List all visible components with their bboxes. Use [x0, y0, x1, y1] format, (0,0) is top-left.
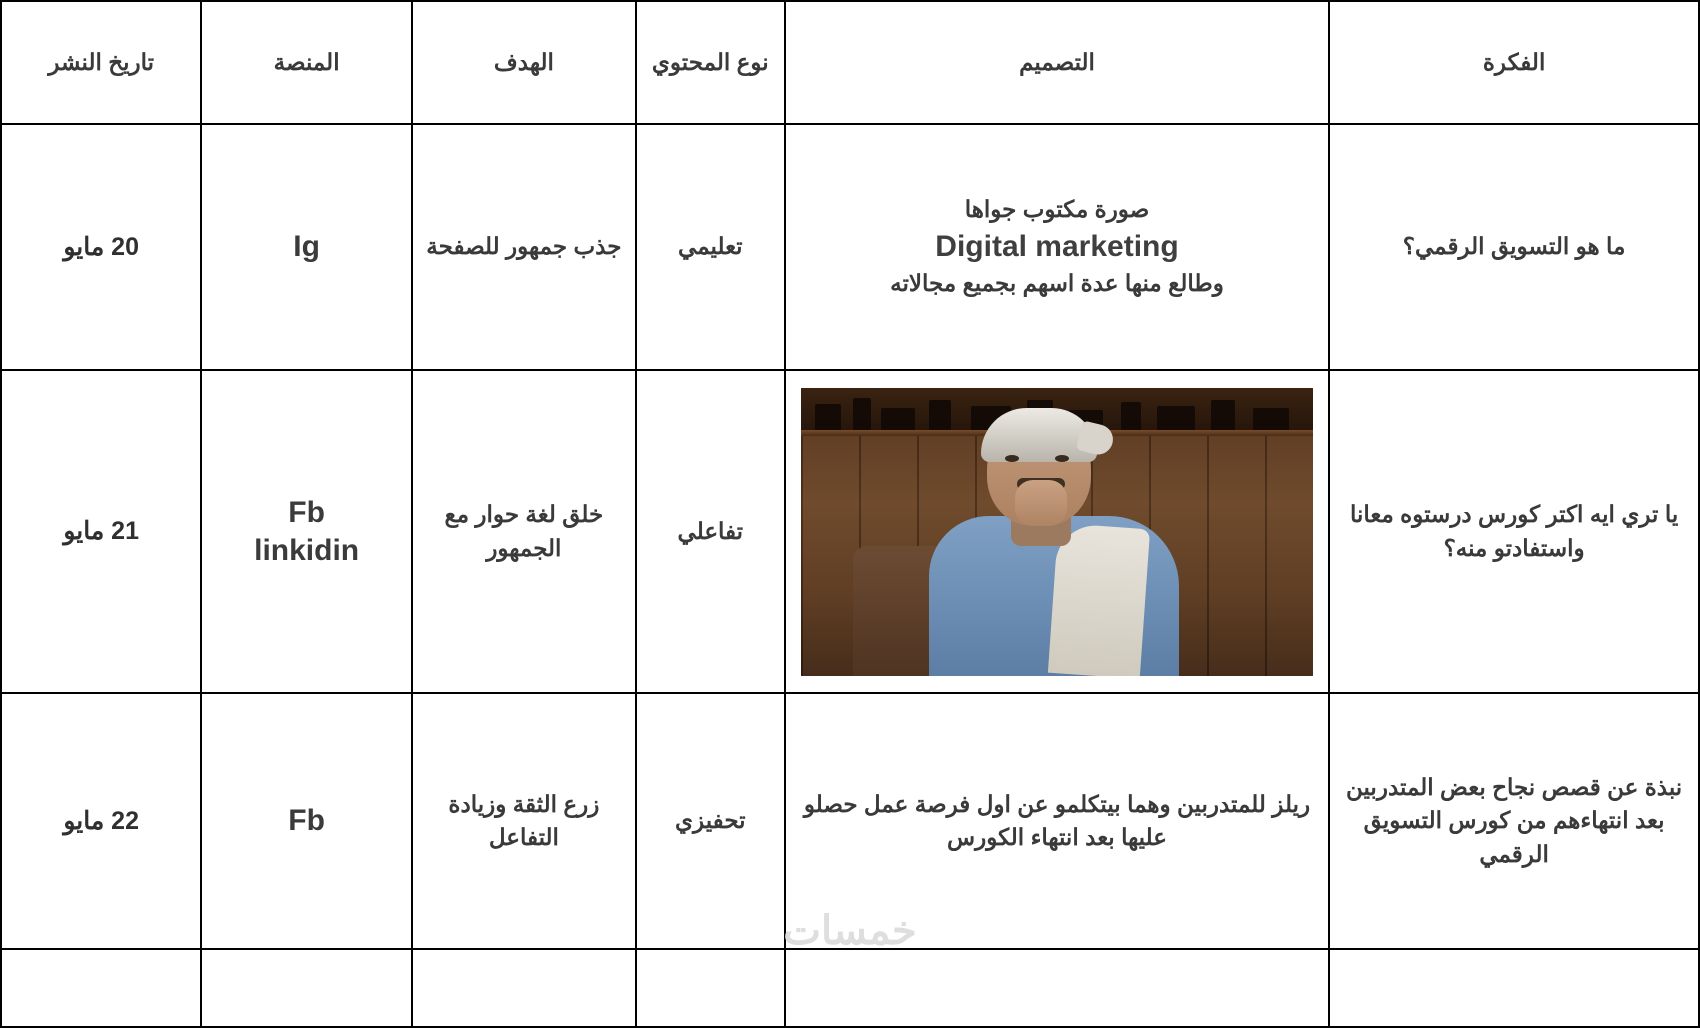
- cell-content-type: [636, 949, 785, 1027]
- column-header-goal: الهدف: [412, 1, 636, 124]
- cell-goal: [412, 949, 636, 1027]
- cell-idea: يا تري ايه اكتر كورس درستوه معانا واستفادتو منه؟: [1329, 370, 1699, 693]
- design-line-1: صورة مكتوب جواها: [964, 196, 1150, 223]
- cell-design: [785, 370, 1329, 693]
- cell-platform: [201, 124, 412, 370]
- cell-design: [785, 693, 1329, 949]
- cell-goal: جذب جمهور للصفحة: [412, 124, 636, 370]
- table-header: [1, 1, 1699, 124]
- cell-publish-date: [1, 124, 201, 370]
- header-row: [1, 1, 1699, 124]
- cell-content-type: تفاعلي: [636, 370, 785, 693]
- table-row: [1, 124, 1699, 370]
- cell-platform: [201, 370, 412, 693]
- cell-platform: [201, 949, 412, 1027]
- shelf-object: [853, 398, 871, 430]
- cell-goal: زرع الثقة وزيادة التفاعل: [412, 693, 636, 949]
- shelf-object: [881, 408, 915, 430]
- table-row: [1, 693, 1699, 949]
- table-row: [1, 949, 1699, 1027]
- cell-platform: [201, 693, 412, 949]
- platform-name: Fb: [288, 496, 325, 529]
- table-row: [1, 370, 1699, 693]
- photo-person-eye-left: [1005, 455, 1019, 462]
- platform-name-secondary: linkidin: [254, 533, 360, 567]
- platform-name: Ig: [293, 230, 320, 264]
- shelf-object: [929, 400, 951, 430]
- shelf-object: [1211, 400, 1235, 430]
- column-header-platform: المنصة: [201, 1, 412, 124]
- cell-design: [785, 949, 1329, 1027]
- design-latin-text: Digital marketing: [935, 229, 1179, 263]
- cell-idea: [1329, 949, 1699, 1027]
- meme-photo-thinking-man: [801, 388, 1313, 676]
- photo-person-eye-right: [1055, 455, 1069, 462]
- column-header-publish-date: تاريخ النشر: [1, 1, 201, 124]
- column-header-idea: الفكرة: [1329, 1, 1699, 124]
- table-body: [1, 124, 1699, 1027]
- cell-publish-date: [1, 693, 201, 949]
- cell-publish-date: [1, 949, 201, 1027]
- shelf-object: [1253, 408, 1289, 430]
- publish-date: 22 مايو: [63, 806, 139, 835]
- cell-content-type: تحفيزي: [636, 693, 785, 949]
- column-header-design: التصميم: [785, 1, 1329, 124]
- platform-name: Fb: [288, 804, 325, 838]
- publish-date: 21 مايو: [63, 517, 139, 546]
- cell-idea: نبذة عن قصص نجاح بعض المتدربين بعد انتهاءهم من كورس التسويق الرقمي: [1329, 693, 1699, 949]
- watermark: خمسات: [783, 909, 917, 953]
- shelf-object: [1121, 402, 1141, 430]
- publish-date: 20 مايو: [63, 232, 139, 261]
- cell-goal: خلق لغة حوار مع الجمهور: [412, 370, 636, 693]
- cell-publish-date: [1, 370, 201, 693]
- photo-person-hand: [1015, 480, 1067, 526]
- shelf-object: [1157, 406, 1195, 430]
- cell-content-type: تعليمي: [636, 124, 785, 370]
- cell-design: [785, 124, 1329, 370]
- column-header-content-type: نوع المحتوي: [636, 1, 785, 124]
- design-line-1: ريلز للمتدربين وهما بيتكلمو عن اول فرصة عمل حصلو عليها بعد انتهاء الكورس: [803, 790, 1311, 850]
- cell-idea: ما هو التسويق الرقمي؟: [1329, 124, 1699, 370]
- shelf-object: [815, 404, 841, 430]
- design-line-2: وطالع منها عدة اسهم بجميع مجالاته: [890, 270, 1224, 297]
